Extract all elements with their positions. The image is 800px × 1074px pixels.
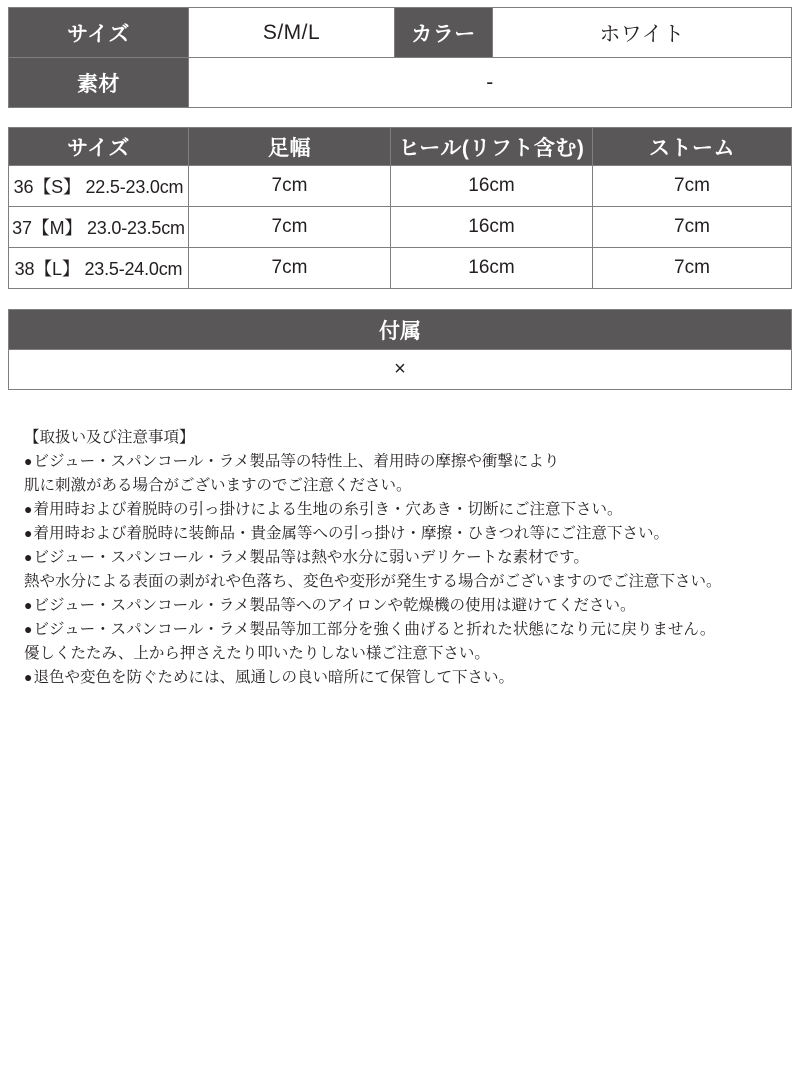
col-header-accessory: 付属	[9, 310, 792, 350]
cell-size: 36【S】 22.5-23.0cm	[9, 166, 189, 207]
cell-width: 7cm	[189, 166, 391, 207]
spec-label-size: サイズ	[9, 8, 189, 58]
note-line: 優しくたたみ、上から押さえたり叩いたりしない様ご注意下さい。	[24, 645, 490, 663]
table-row	[9, 166, 792, 207]
table-row	[9, 8, 792, 58]
note-line: ● ビジュー・スパンコール・ラメ製品等は熱や水分に弱いデリケートな素材です。	[24, 546, 792, 570]
note-line: ● ビジュー・スパンコール・ラメ製品等へのアイロンや乾燥機の使用は避けてください。	[24, 594, 792, 618]
size-chart-table	[8, 127, 792, 289]
spec-label-color: カラー	[395, 8, 493, 58]
spec-label-material: 素材	[9, 58, 189, 108]
col-header-storm: ストーム	[593, 128, 792, 166]
table-header-row	[9, 310, 792, 350]
col-header-size: サイズ	[9, 128, 189, 166]
cell-heel: 16cm	[391, 166, 593, 207]
note-line: 熱や水分による表面の剥がれや色落ち、変色や変形が発生する場合がございますのでご注意下さい。	[24, 573, 722, 591]
cell-accessory-value: ×	[9, 350, 792, 390]
spec-table	[8, 7, 792, 108]
cell-size: 37【M】 23.0-23.5cm	[9, 207, 189, 248]
note-line: ● 着用時および着脱時に装飾品・貴金属等への引っ掛け・摩擦・ひきつれ等にご注意下さい。	[24, 522, 792, 546]
cell-size: 38【L】 23.5-24.0cm	[9, 248, 189, 289]
note-line: ● ビジュー・スパンコール・ラメ製品等の特性上、着用時の摩擦や衝撃により	[24, 450, 792, 474]
cell-heel: 16cm	[391, 248, 593, 289]
table-row	[9, 207, 792, 248]
table-row	[9, 350, 792, 390]
table-row	[9, 248, 792, 289]
spec-value-size: S/M/L	[189, 8, 395, 58]
table-row	[9, 58, 792, 108]
note-line: 肌に刺激がある場合がございますのでご注意ください。	[24, 477, 412, 495]
cell-width: 7cm	[189, 207, 391, 248]
table-header-row	[9, 128, 792, 166]
care-notes	[8, 426, 792, 690]
cell-width: 7cm	[189, 248, 391, 289]
spec-value-material: -	[189, 58, 792, 108]
spec-value-color: ホワイト	[493, 8, 792, 58]
cell-storm: 7cm	[593, 166, 792, 207]
col-header-heel: ヒール(リフト含む)	[391, 128, 593, 166]
col-header-width: 足幅	[189, 128, 391, 166]
product-spec-page	[0, 7, 800, 1074]
note-line: ● 着用時および着脱時の引っ掛けによる生地の糸引き・穴あき・切断にご注意下さい。	[24, 498, 792, 522]
notes-title: 【取扱い及び注意事項】	[24, 429, 195, 446]
accessory-table	[8, 309, 792, 390]
cell-storm: 7cm	[593, 248, 792, 289]
note-line: ● ビジュー・スパンコール・ラメ製品等加工部分を強く曲げると折れた状態になり元に戻りません。	[24, 618, 792, 642]
cell-heel: 16cm	[391, 207, 593, 248]
cell-storm: 7cm	[593, 207, 792, 248]
note-line: ● 退色や変色を防ぐためには、風通しの良い暗所にて保管して下さい。	[24, 666, 792, 690]
